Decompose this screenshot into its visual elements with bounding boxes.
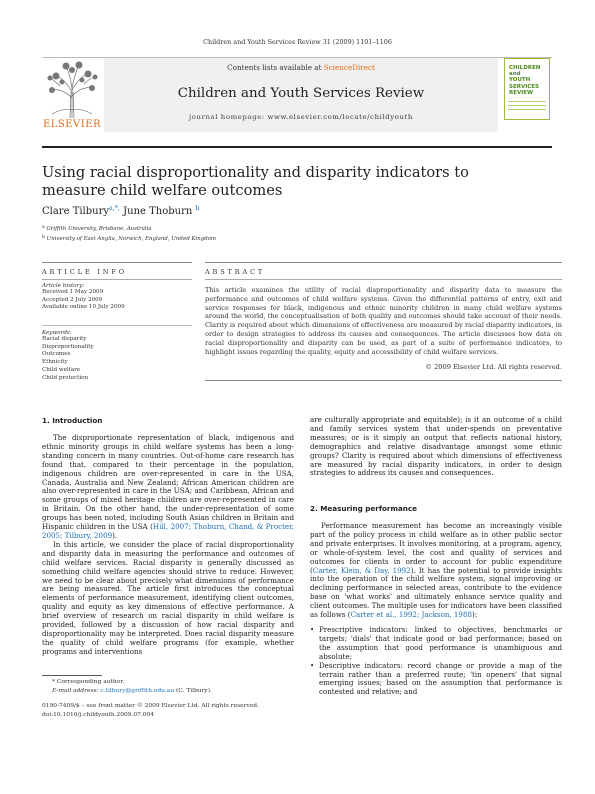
cover-title-line: YOUTH bbox=[509, 77, 531, 84]
keyword: Child welfare bbox=[42, 366, 81, 373]
homepage-url-link[interactable]: www.elsevier.com/locate/childyouth bbox=[267, 113, 413, 121]
history-item: Accepted 2 July 2009 bbox=[42, 296, 103, 303]
author-name: June Thoburn bbox=[123, 206, 193, 217]
list-item bbox=[310, 626, 562, 662]
bullet-icon: • bbox=[310, 660, 315, 670]
intro-text: The disproportionate representation of black, indigenous and ethnic minority groups in child welfare systems has been a long-standing concern in many countries. Out-of-home care research has found that, compared to their percentage in the population, indigenous children are over-represented in care in the USA, Canada, Australia and New Zealand; African American children are also over-represented in care in the USA; and Caribbean, African and some groups of mixed heritage children are over-represented in care in Britain. On the other hand, the under-representation of some groups has been noted, including South Asian children in Britain and Hispanic children in the USA ( bbox=[42, 433, 294, 532]
citation-link[interactable]: Carter et al., 1992; Jackson, 1988 bbox=[350, 610, 472, 620]
affiliation bbox=[42, 225, 151, 232]
affiliation-mark: b bbox=[42, 235, 45, 240]
keywords bbox=[42, 330, 192, 382]
email-link[interactable]: c.tilbury@griffith.edu.au bbox=[100, 688, 175, 694]
cover-stripe bbox=[508, 101, 546, 102]
intro-text: ). bbox=[112, 530, 118, 540]
history-item: Available online 10 July 2009 bbox=[42, 304, 125, 311]
measuring-paragraph bbox=[310, 522, 562, 620]
intro-paragraph bbox=[42, 434, 294, 541]
history-item: Received 1 May 2009 bbox=[42, 289, 104, 295]
measuring-text: ): bbox=[471, 610, 478, 620]
journal-title: Children and Youth Services Review bbox=[177, 86, 425, 101]
abstract-text: This article examines the utility of racial disproportionality and disparity data to measure the performance and outcomes of child welfare systems. Given the differential patterns of entry, exit and service responses for black, indigenous and ethnic minority children in many child welfare systems around the world, the conceptualisation of both quality and outcomes should take account of their needs. Clarity is required about which dimensions of effectiveness are measured by racial disparity indicators, in order to design strategies to address its causes and consequences. The article discusses how data on racial disproportionality and disparity can be used, as part of a suite of performance indicators, to highlight issues regarding the quality, equity and accessibility of child welfare services. bbox=[205, 286, 562, 356]
cover-title bbox=[509, 65, 545, 96]
journal-homepage bbox=[104, 113, 498, 121]
issn-line: 0190-7409/$ – see front matter © 2009 Elsevier Ltd. All rights reserved. bbox=[42, 703, 259, 709]
list-item-text: Prescriptive indicators: linked to objectives, benchmarks or targets; 'dials' that indicate good or bad performance; based on the assumption that good performance is unambiguous and absolute; bbox=[319, 624, 562, 661]
affiliation-text: University of East Anglia, Norwich, England, United Kingdom bbox=[46, 236, 216, 242]
bullet-icon: • bbox=[310, 624, 315, 634]
history-label: Article history: bbox=[42, 283, 85, 289]
email-suffix: (C. Tilbury). bbox=[176, 688, 212, 694]
article-title: Using racial disproportionality and disparity indicators to measure child welfare outcomes bbox=[42, 164, 469, 199]
list-item-text: Descriptive indicators: record change or provide a map of the terrain rather than a preferred route; 'tin openers' that signal emerging issues; based on the assumption that performance is contested and relative; and bbox=[319, 660, 562, 697]
measuring-text: Performance measurement has become an increasingly visible part of the policy process in child welfare as in other public sector and private enterprises. It involves monitoring, at a program, agency, or whole-of-system level, the cost and quality of services and outcomes for clients in order to account for public expenditure ( bbox=[310, 521, 562, 575]
intro-heading: 1. Introduction bbox=[42, 416, 103, 425]
corresponding-author-note: * Corresponding author. bbox=[52, 679, 125, 685]
author-name: Clare Tilbury bbox=[42, 206, 110, 217]
keywords-rule bbox=[42, 325, 192, 326]
affiliation-mark: a bbox=[42, 225, 45, 230]
cover-title-line: SERVICES bbox=[509, 83, 540, 90]
running-head: Children and Youth Services Review 31 (2009) 1101–1106 bbox=[203, 38, 392, 46]
journal-cover-thumbnail bbox=[504, 58, 550, 120]
header-thick-rule bbox=[42, 146, 552, 148]
author-list bbox=[42, 205, 200, 217]
cover-stripe bbox=[508, 105, 546, 106]
cover-title-line: CHILDREN bbox=[509, 65, 541, 71]
homepage-prefix: journal homepage: bbox=[189, 113, 265, 121]
abstract-copyright: © 2009 Elsevier Ltd. All rights reserved. bbox=[425, 363, 562, 371]
list-item bbox=[310, 662, 562, 698]
contents-line bbox=[104, 63, 498, 72]
abstract-heading: ABSTRACT bbox=[205, 268, 266, 276]
intro-paragraph: are culturally appropriate and equitable); is it an outcome of a child and family services system that under-spends on preventative measures; or is it simply an output that reflects national history, demographics and relative disadvantage amongst some ethnic groups? Clarity is required about which dimensions of effectiveness are measured by racial disparity indicators, in order to design strategies to address its causes and consequences. bbox=[310, 415, 562, 478]
abstract-top-rule bbox=[205, 262, 562, 263]
contents-prefix: Contents lists available at bbox=[227, 63, 322, 72]
affiliation bbox=[42, 235, 216, 242]
cover-title-line: REVIEW bbox=[509, 89, 534, 96]
keyword: Disproportionality bbox=[42, 343, 94, 350]
measuring-heading: 2. Measuring performance bbox=[310, 504, 418, 513]
footnote-rule bbox=[42, 675, 102, 676]
cover-title-line: and bbox=[509, 71, 521, 78]
article-info-rule bbox=[42, 279, 192, 280]
cover-stripe bbox=[508, 109, 546, 110]
email-label: E-mail address: bbox=[52, 688, 99, 694]
citation-link[interactable]: Hill, 2007; Thoburn, Chand, & Procter, 2005; Tilbury, 2009 bbox=[42, 522, 294, 540]
abstract-bottom-rule bbox=[205, 380, 562, 381]
keyword: Racial disparity bbox=[42, 336, 87, 342]
keyword: Ethnicity bbox=[42, 359, 68, 366]
sciencedirect-link[interactable]: ScienceDirect bbox=[323, 63, 375, 72]
affiliation-text: Griffith University, Brisbane, Australia bbox=[46, 226, 152, 232]
doi-link[interactable]: doi:10.1016/j.childyouth.2009.07.004 bbox=[42, 712, 155, 718]
abstract-rule bbox=[205, 279, 562, 280]
elsevier-wordmark: ELSEVIER bbox=[42, 119, 102, 130]
keywords-label: Keywords: bbox=[42, 330, 72, 336]
measuring-body bbox=[310, 522, 562, 697]
author-marks[interactable]: b bbox=[195, 205, 200, 212]
article-info-top-rule bbox=[42, 262, 192, 263]
measuring-text: ). It has the potential to provide insights into the operation of the child welfare system, signal improving or declining performance in selected areas, contribute to the evidence base on 'what works' and ultimately enhance service quality and client outcomes. The multiple uses for indicators have been classified as follows ( bbox=[310, 565, 562, 620]
article-info-heading: ARTICLE INFO bbox=[42, 268, 127, 276]
email-note bbox=[52, 688, 212, 694]
intro-paragraph: In this article, we consider the place of racial disproportionality and disparity data in measuring the performance and outcomes of child welfare services. Racial disparity is generally discussed as something child welfare agencies should strive to reduce. However, we need to be clear about precisely what dimensions of performance are being measured. The article first introduces the conceptual elements of performance measurement, identifying client outcomes, quality and equity as key dimensions of effective performance. A brief overview of research on racial disparity in child welfare is provided, followed by a discussion of how racial disparity and disproportionality may be interpreted. Does racial disparity measure the quality of child welfare programs (for example, whether programs and interventions bbox=[42, 539, 294, 656]
intro-continued bbox=[310, 416, 562, 478]
elsevier-tree-logo-icon bbox=[42, 58, 102, 120]
intro-body bbox=[42, 434, 294, 657]
article-history bbox=[42, 283, 192, 312]
citation-link[interactable]: Carter, Klein, & Day, 1992 bbox=[312, 565, 411, 575]
keyword: Outcomes bbox=[42, 351, 71, 358]
author-marks[interactable]: a,*, bbox=[109, 205, 120, 212]
keyword: Child protection bbox=[42, 374, 89, 381]
indicator-list bbox=[310, 626, 562, 697]
